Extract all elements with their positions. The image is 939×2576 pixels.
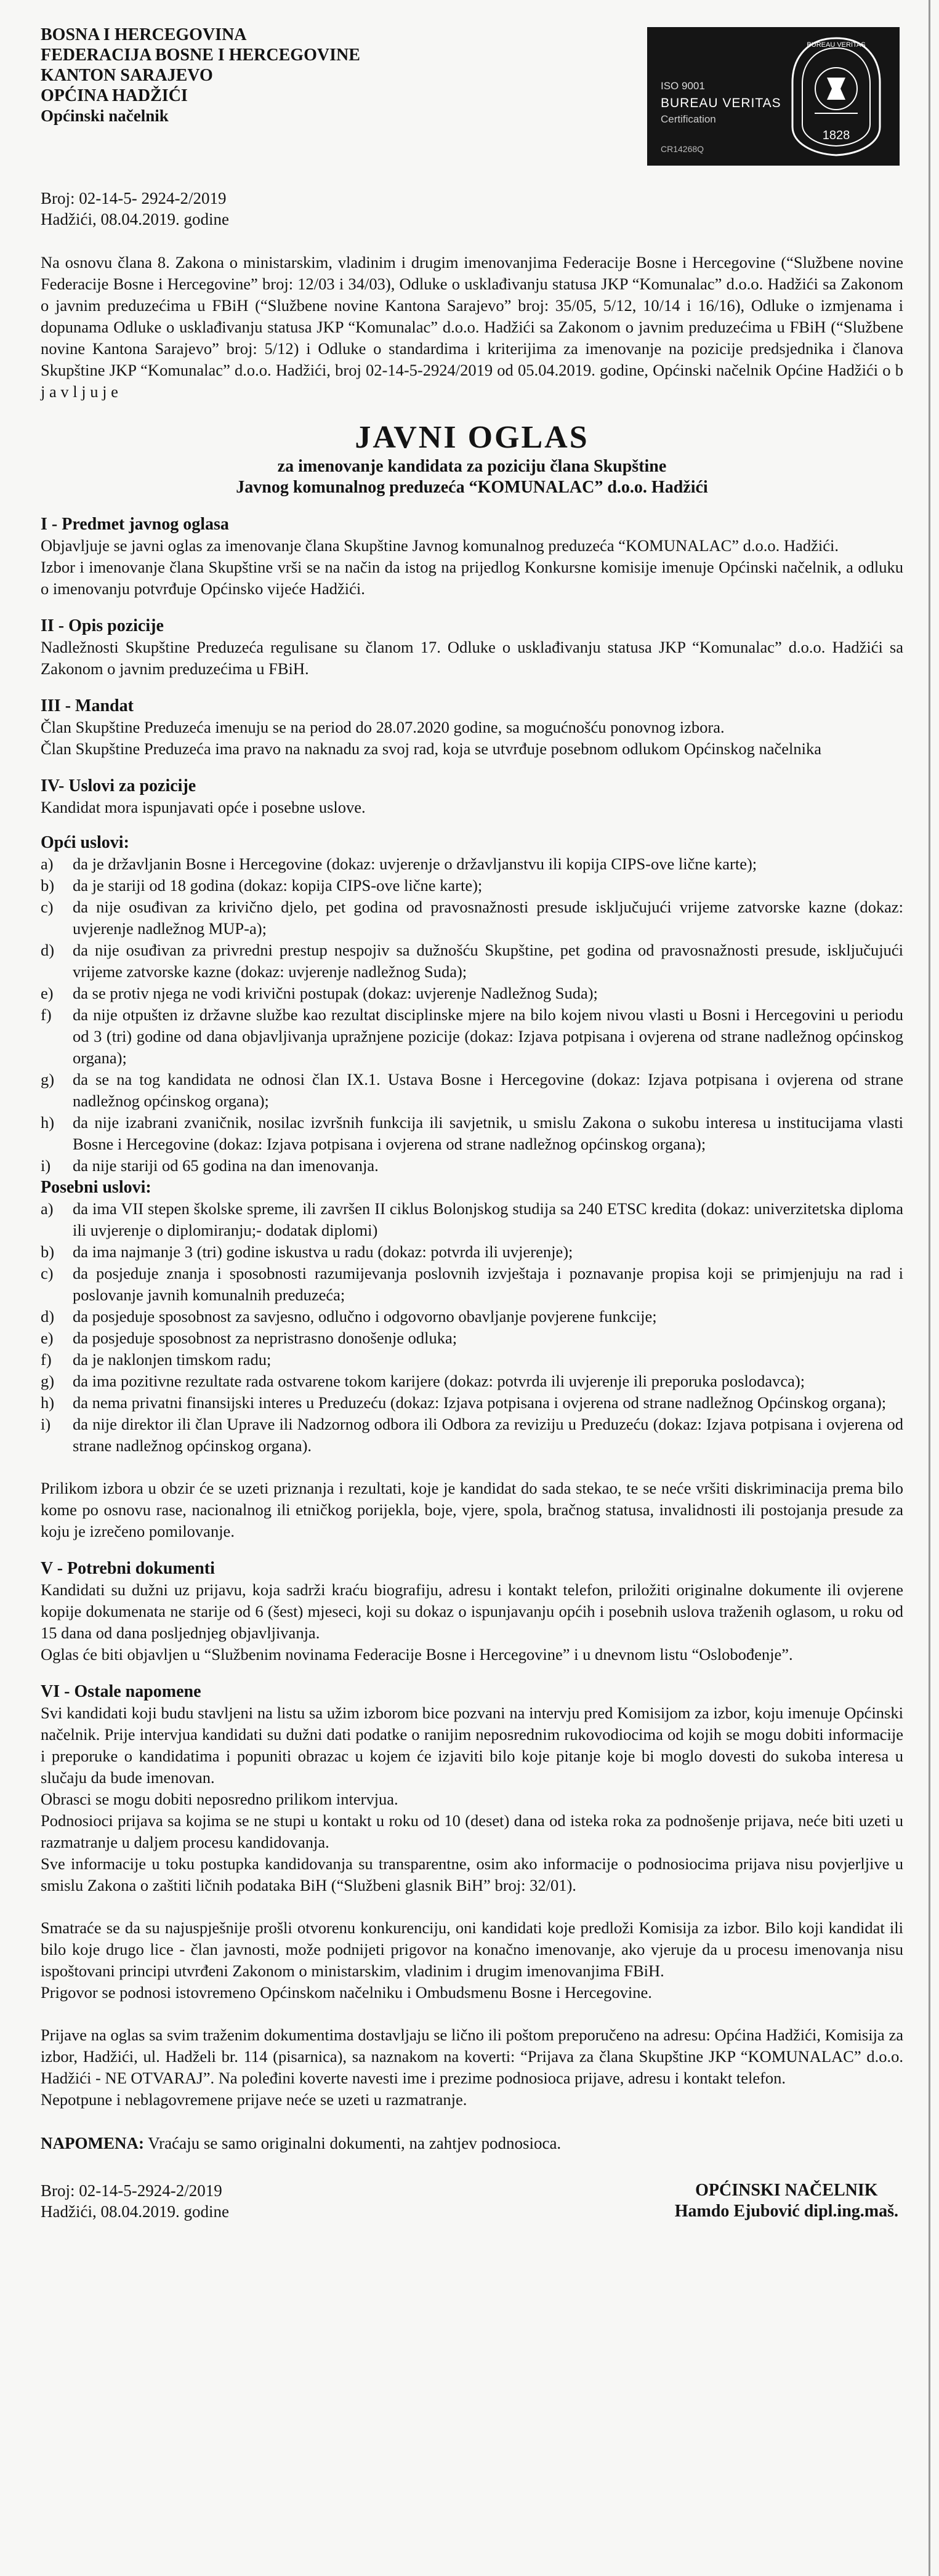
section-6-p1: Svi kandidati koji budu stavljeni na listu sa užim izborom bice pozvani na intervju pred Komisijom za izbor, koju imenuje Općinski načelnik. Prije intervjua kandidati su dužni dati podatke o ranijim neposrednim rukovodiocima od kojih se mogu dobiti informacije i preporuke o kandidatima i popuniti obrazac u kojem će izjaviti bilo koje pitanje koje bi moglo dovesti do sukoba interesa u slučaju da bude imenovan. bbox=[41, 1703, 903, 1787]
list-item-text: da nije direktor ili član Uprave ili Nadzornog odbora ili Odbora za reviziju u Preduzeću (dokaz: Izjava potpisana i ovjerena od strane nadležnog općinskog organa). bbox=[73, 1414, 903, 1455]
list-item-text: da je naklonjen timskom radu; bbox=[73, 1350, 272, 1369]
note-text: Vraćaju se samo originalni dokumenti, na zahtjev podnosioca. bbox=[143, 2133, 562, 2152]
list-item bbox=[41, 1349, 903, 1371]
list-item-letter: f) bbox=[41, 1350, 52, 1369]
signatory-role: OPĆINSKI NAČELNIK bbox=[695, 2180, 878, 2200]
list-item-letter: i) bbox=[41, 1414, 51, 1433]
list-item bbox=[41, 1004, 903, 1069]
issuer-line-federation: FEDERACIJA BOSNE I HERCEGOVINE bbox=[41, 46, 360, 65]
list-item bbox=[41, 1414, 903, 1457]
list-item-text: da posjeduje sposobnost za savjesno, odlučno i odgovorno obavljanje povjerene funkcije; bbox=[73, 1306, 657, 1326]
section-4-heading: IV- Uslovi za pozicije bbox=[41, 776, 196, 795]
section-4-p1: Kandidat mora ispunjavati opće i posebne uslove. bbox=[41, 797, 366, 816]
issuer-line-canton: KANTON SARAJEVO bbox=[41, 66, 213, 85]
list-item-letter: c) bbox=[41, 897, 54, 916]
special-conditions-heading: Posebni uslovi: bbox=[41, 1177, 151, 1197]
seal-year: 1828 bbox=[822, 129, 850, 142]
list-item-text: da nije izabrani zvaničnik, nosilac izvršnih funkcija ili savjetnik, u smislu Zakona o sukobu interesa u institucijama vlasti Bosne i Hercegovine (dokaz: Izjava potpisana i ovjerena od strane nadležnog općinskog organa); bbox=[73, 1113, 903, 1153]
section-6-p5: Smatraće se da su najuspješnije prošli otvorenu konkurenciju, oni kandidati koje predloži Komisija za izbor. Bilo koji kandidat ili bilo koje drugo lice - član javnosti, može podnijeti prigovor na konačno imenovanje, ako vjeruje da u procesu imenovanja nisu ispoštovani principi utvrđeni Zakonom o ministarskim, vladinim i drugim imenovanjima FBiH. bbox=[41, 1918, 903, 1980]
section-6-p7: Prijave na oglas sa svim traženim dokumentima dostavljaju se lično ili poštom preporučeno na adresu: Općina Hadžići, Komisija za izbor, Hadžići, ul. Hadželi br. 114 (pisarnica), sa naznakom na koverti: “Prijava za člana Skupštine JKP “KOMUNALAC” d.o.o. Hadžići - NE OTVARAJ”. Na poleđini koverte navesti ime i prezime podnosioca prijave, adresu i kontakt telefon. bbox=[41, 2025, 903, 2087]
list-item bbox=[41, 1263, 903, 1306]
list-item-letter: e) bbox=[41, 1328, 54, 1347]
section-2-p1: Nadležnosti Skupštine Preduzeća regulisane su članom 17. Odluke o usklađivanju statusa JKP “Komunalac” d.o.o. Hadžići sa Zakonom o javnim preduzećima u FBiH. bbox=[41, 637, 903, 678]
special-conditions-list bbox=[41, 1198, 903, 1457]
list-item-letter: c) bbox=[41, 1263, 54, 1282]
section-3-heading: III - Mandat bbox=[41, 696, 134, 715]
list-item-letter: g) bbox=[41, 1371, 55, 1390]
footer-number: Broj: 02-14-5-2924-2/2019 bbox=[41, 2181, 222, 2200]
list-item bbox=[41, 1371, 903, 1392]
list-item-text: da posjeduje znanja i sposobnosti razumijevanja poslovnih izvještaja i poznavanje propisa koji se primjenjuju na rad i poslovanje javnih komunalnih preduzeća; bbox=[73, 1263, 903, 1304]
list-item-letter: f) bbox=[41, 1005, 52, 1024]
signature-block bbox=[675, 2180, 903, 2222]
title-main: JAVNI OGLAS bbox=[355, 419, 589, 455]
list-item-text: da nije osuđivan za privredni prestup nespojiv sa dužnošću Skupštine, pet godina od pravosnažnosti presude, isključujući vrijeme zatvorske kazne (dokaz: uvjerenje nadležnog Suda); bbox=[73, 940, 903, 981]
list-item-letter: h) bbox=[41, 1393, 55, 1412]
list-item-text: da je stariji od 18 godina (dokaz: kopija CIPS-ove lične karte); bbox=[73, 875, 483, 895]
logo-cert: Certification bbox=[661, 113, 716, 125]
list-item-letter: h) bbox=[41, 1113, 55, 1132]
logo-iso: ISO 9001 bbox=[661, 80, 705, 92]
section-6-p4: Sve informacije u toku postupka kandidovanja su transparentne, osim ako informacije o podnosiocima prijava nisu povjerljive u smislu Zakona o zaštiti ličnih podataka BiH (“Službeni glasnik BiH” broj: 32/01). bbox=[41, 1854, 903, 1894]
list-item bbox=[41, 1112, 903, 1155]
section-6-p8: Nepotpune i neblagovremene prijave neće se uzeti u razmatranje. bbox=[41, 2090, 467, 2109]
section-6-p3: Podnosioci prijava sa kojima se ne stupi u kontakt u roku od 10 (deset) dana od isteka roka za podnošenje prijava, neće biti uzeti u razmatranje u daljem procesu kandidovanja. bbox=[41, 1811, 903, 1851]
reference-date: Hadžići, 08.04.2019. godine bbox=[41, 210, 229, 228]
title-line-1: za imenovanje kandidata za poziciju člana Skupštine bbox=[277, 456, 667, 476]
section-5-p2: Oglas će biti objavljen u “Službenim novinama Federacije Bosne i Hercegovine” i u dnevnom listu “Oslobođenje”. bbox=[41, 1644, 793, 1664]
seal-top-text: BUREAU VERITAS bbox=[807, 41, 866, 49]
list-item bbox=[41, 896, 903, 940]
list-item-letter: a) bbox=[41, 1199, 54, 1218]
list-item-text: da posjeduje sposobnost za nepristrasno donošenje odluka; bbox=[73, 1328, 457, 1347]
list-item-letter: g) bbox=[41, 1069, 55, 1089]
list-item-letter: a) bbox=[41, 854, 54, 873]
logo-code: CR14268Q bbox=[661, 144, 704, 154]
list-item-text: da nema privatni finansijski interes u Preduzeću (dokaz: Izjava potpisana i ovjerena od strane nadležnog Općinskog organa); bbox=[73, 1393, 887, 1412]
list-item bbox=[41, 1198, 903, 1241]
list-item bbox=[41, 1327, 903, 1349]
list-item-text: da se na tog kandidata ne odnosi član IX.1. Ustava Bosne i Hercegovine (dokaz: Izjava potpisana i ovjerena od strane nadležnog općinskog organa); bbox=[73, 1069, 903, 1110]
section-1-p2: Izbor i imenovanje člana Skupštine vrši se na način da istog na prijedlog Konkursne komisije imenuje Općinski načelnik, a odluku o imenovanju potvrđuje Općinsko vijeće Hadžići. bbox=[41, 557, 903, 598]
footer-date: Hadžići, 08.04.2019. godine bbox=[41, 2202, 229, 2221]
list-item bbox=[41, 875, 903, 896]
bureau-veritas-seal-icon bbox=[784, 34, 889, 158]
note bbox=[41, 2133, 903, 2154]
reference-block bbox=[41, 188, 903, 230]
list-item-letter: b) bbox=[41, 1242, 55, 1261]
list-item-text: da nije otpušten iz državne službe kao rezultat disciplinske mjere na bilo kojem nivou vlasti u Bosni i Hercegovini u periodu od 3 (tri) godine od dana objavljivanja upražnjene pozicije (dokaz: Izjava potpisana i ovjerena od strane nadležnog općinskog organa); bbox=[73, 1005, 903, 1067]
list-item-text: da se protiv njega ne vodi krivični postupak (dokaz: uvjerenje Nadležnog Suda); bbox=[73, 983, 598, 1002]
general-conditions-list bbox=[41, 853, 903, 1177]
section-1-p1: Objavljuje se javni oglas za imenovanje člana Skupštine Javnog komunalnog preduzeća “KOMUNALAC” d.o.o. Hadžići. bbox=[41, 536, 839, 555]
list-item bbox=[41, 940, 903, 983]
logo-brand: BUREAU VERITAS bbox=[661, 96, 781, 110]
list-item-text: da je državljanin Bosne i Hercegovine (dokaz: uvjerenje o državljanstvu ili kopija CIPS-ove lične karte); bbox=[73, 854, 757, 873]
document-header bbox=[41, 25, 903, 166]
title-line-2: Javnog komunalnog preduzeća “KOMUNALAC” d.o.o. Hadžići bbox=[236, 477, 708, 497]
list-item bbox=[41, 1241, 903, 1263]
list-item-text: da nije stariji od 65 godina na dan imenovanja. bbox=[73, 1156, 379, 1175]
section-6-p6: Prigovor se podnosi istovremeno Općinskom načelniku i Ombudsmenu Bosne i Hercegovine. bbox=[41, 1982, 652, 2002]
list-item-letter: i) bbox=[41, 1156, 51, 1175]
announcement-title bbox=[41, 419, 903, 498]
page-border bbox=[929, 0, 930, 2576]
note-label: NAPOMENA: bbox=[41, 2133, 144, 2152]
list-item-letter: d) bbox=[41, 1306, 55, 1326]
section-6-heading: VI - Ostale napomene bbox=[41, 1681, 201, 1701]
list-item bbox=[41, 1069, 903, 1112]
list-item bbox=[41, 983, 903, 1004]
section-6-p2: Obrasci se mogu dobiti neposredno prilikom intervjua. bbox=[41, 1789, 398, 1808]
list-item bbox=[41, 853, 903, 875]
section-2-heading: II - Opis pozicije bbox=[41, 616, 164, 635]
issuer-office: Općinski načelnik bbox=[41, 107, 169, 125]
list-item-letter: b) bbox=[41, 875, 55, 895]
signatory-name: Hamdo Ejubović dipl.ing.maš. bbox=[674, 2201, 898, 2221]
list-item-letter: e) bbox=[41, 983, 54, 1002]
issuer-block bbox=[41, 25, 360, 126]
section-1-heading: I - Predmet javnog oglasa bbox=[41, 514, 229, 534]
list-item-text: da nije osuđivan za krivično djelo, pet godina od pravosnažnosti presude isključujući vrijeme zatvorske kazne (dokaz: uvjerenje nadležnog MUP-a); bbox=[73, 897, 903, 938]
issuer-line-municipality: OPĆINA HADŽIĆI bbox=[41, 86, 188, 105]
reference-number: Broj: 02-14-5- 2924-2/2019 bbox=[41, 189, 227, 207]
list-item-text: da ima pozitivne rezultate rada ostvarene tokom karijere (dokaz: potvrda ili uvjerenje ili preporuka poslodavca); bbox=[73, 1371, 805, 1390]
document-footer bbox=[41, 2180, 903, 2222]
non-discrimination-paragraph: Prilikom izbora u obzir će se uzeti priznanja i rezultati, koje je kandidat do sada stekao, te se neće vršiti diskriminacija prema bilo kome po osnovu rase, nacionalnog ili etničkog porijekla, boje, vjere, spola, bračnog statusa, invalidnosti ili postojanja presude za koju je izrečeno pomilovanje. bbox=[41, 1478, 903, 1540]
section-5-heading: V - Potrebni dokumenti bbox=[41, 1558, 215, 1578]
list-item bbox=[41, 1155, 903, 1177]
section-5-p1: Kandidati su dužni uz prijavu, koja sadrži kraću biografiju, adresu i kontakt telefon, priložiti originalne dokumente ili ovjerene kopije dokumenata ne starije od 6 (šest) mjeseci, koji su dokaz o ispunjavanju općih i posebnih uslova traženih oglasom, u roku od 15 dana od dana posljednjeg objavljivanja. bbox=[41, 1580, 903, 1642]
section-3-p1: Član Skupštine Preduzeća imenuju se na period do 28.07.2020 godine, sa mogućnošću ponovnog izbora. bbox=[41, 717, 725, 736]
list-item bbox=[41, 1306, 903, 1327]
bureau-veritas-logo bbox=[647, 27, 900, 166]
section-3-p2: Član Skupštine Preduzeća ima pravo na naknadu za svoj rad, koja se utvrđuje posebnom odlukom Općinskog načelnika bbox=[41, 739, 822, 758]
list-item bbox=[41, 1392, 903, 1414]
footer-reference bbox=[41, 2180, 229, 2222]
list-item-letter: d) bbox=[41, 940, 55, 959]
list-item-text: da ima VII stepen školske spreme, ili završen II ciklus Bolonjskog studija sa 240 ETSC kredita (dokaz: univerzitetska diploma ili uvjerenje o diplomiranju;- dodatak diplomi) bbox=[73, 1199, 903, 1239]
intro-paragraph: Na osnovu člana 8. Zakona o ministarskim, vladinim i drugim imenovanjima Federacije Bosne i Hercegovine (“Službene novine Federacije Bosne i Hercegovine” broj: 12/03 i 34/03), Odluke o usklađivanju statusa JKP “Komunalac” d.o.o. Hadžići sa Zakonom o javnim preduzećima u FBiH (“Službene novine Kantona Sarajevo” broj: 35/05, 5/12, 10/14 i 16/16), Odluke o izmjenama i dopunama Odluke o usklađivanju statusa JKP “Komunalac” d.o.o. Hadžići sa Zakonom o javnim preduzećima u FBiH (“Službene novine Kantona Sarajevo” broj: 5/12) i Odluke o standardima i kriterijima za imenovanje na pozicije predsjednika i članova Skupštine JKP “Komunalac” d.o.o. Hadžići, broj 02-14-5-2924/2019 od 05.04.2019. godine, Općinski načelnik Općine Hadžići o b j a v l j u j e bbox=[41, 253, 903, 401]
general-conditions-heading: Opći uslovi: bbox=[41, 832, 129, 852]
issuer-line-country: BOSNA I HERCEGOVINA bbox=[41, 25, 247, 44]
list-item-text: da ima najmanje 3 (tri) godine iskustva u radu (dokaz: potvrda ili uvjerenje); bbox=[73, 1242, 573, 1261]
